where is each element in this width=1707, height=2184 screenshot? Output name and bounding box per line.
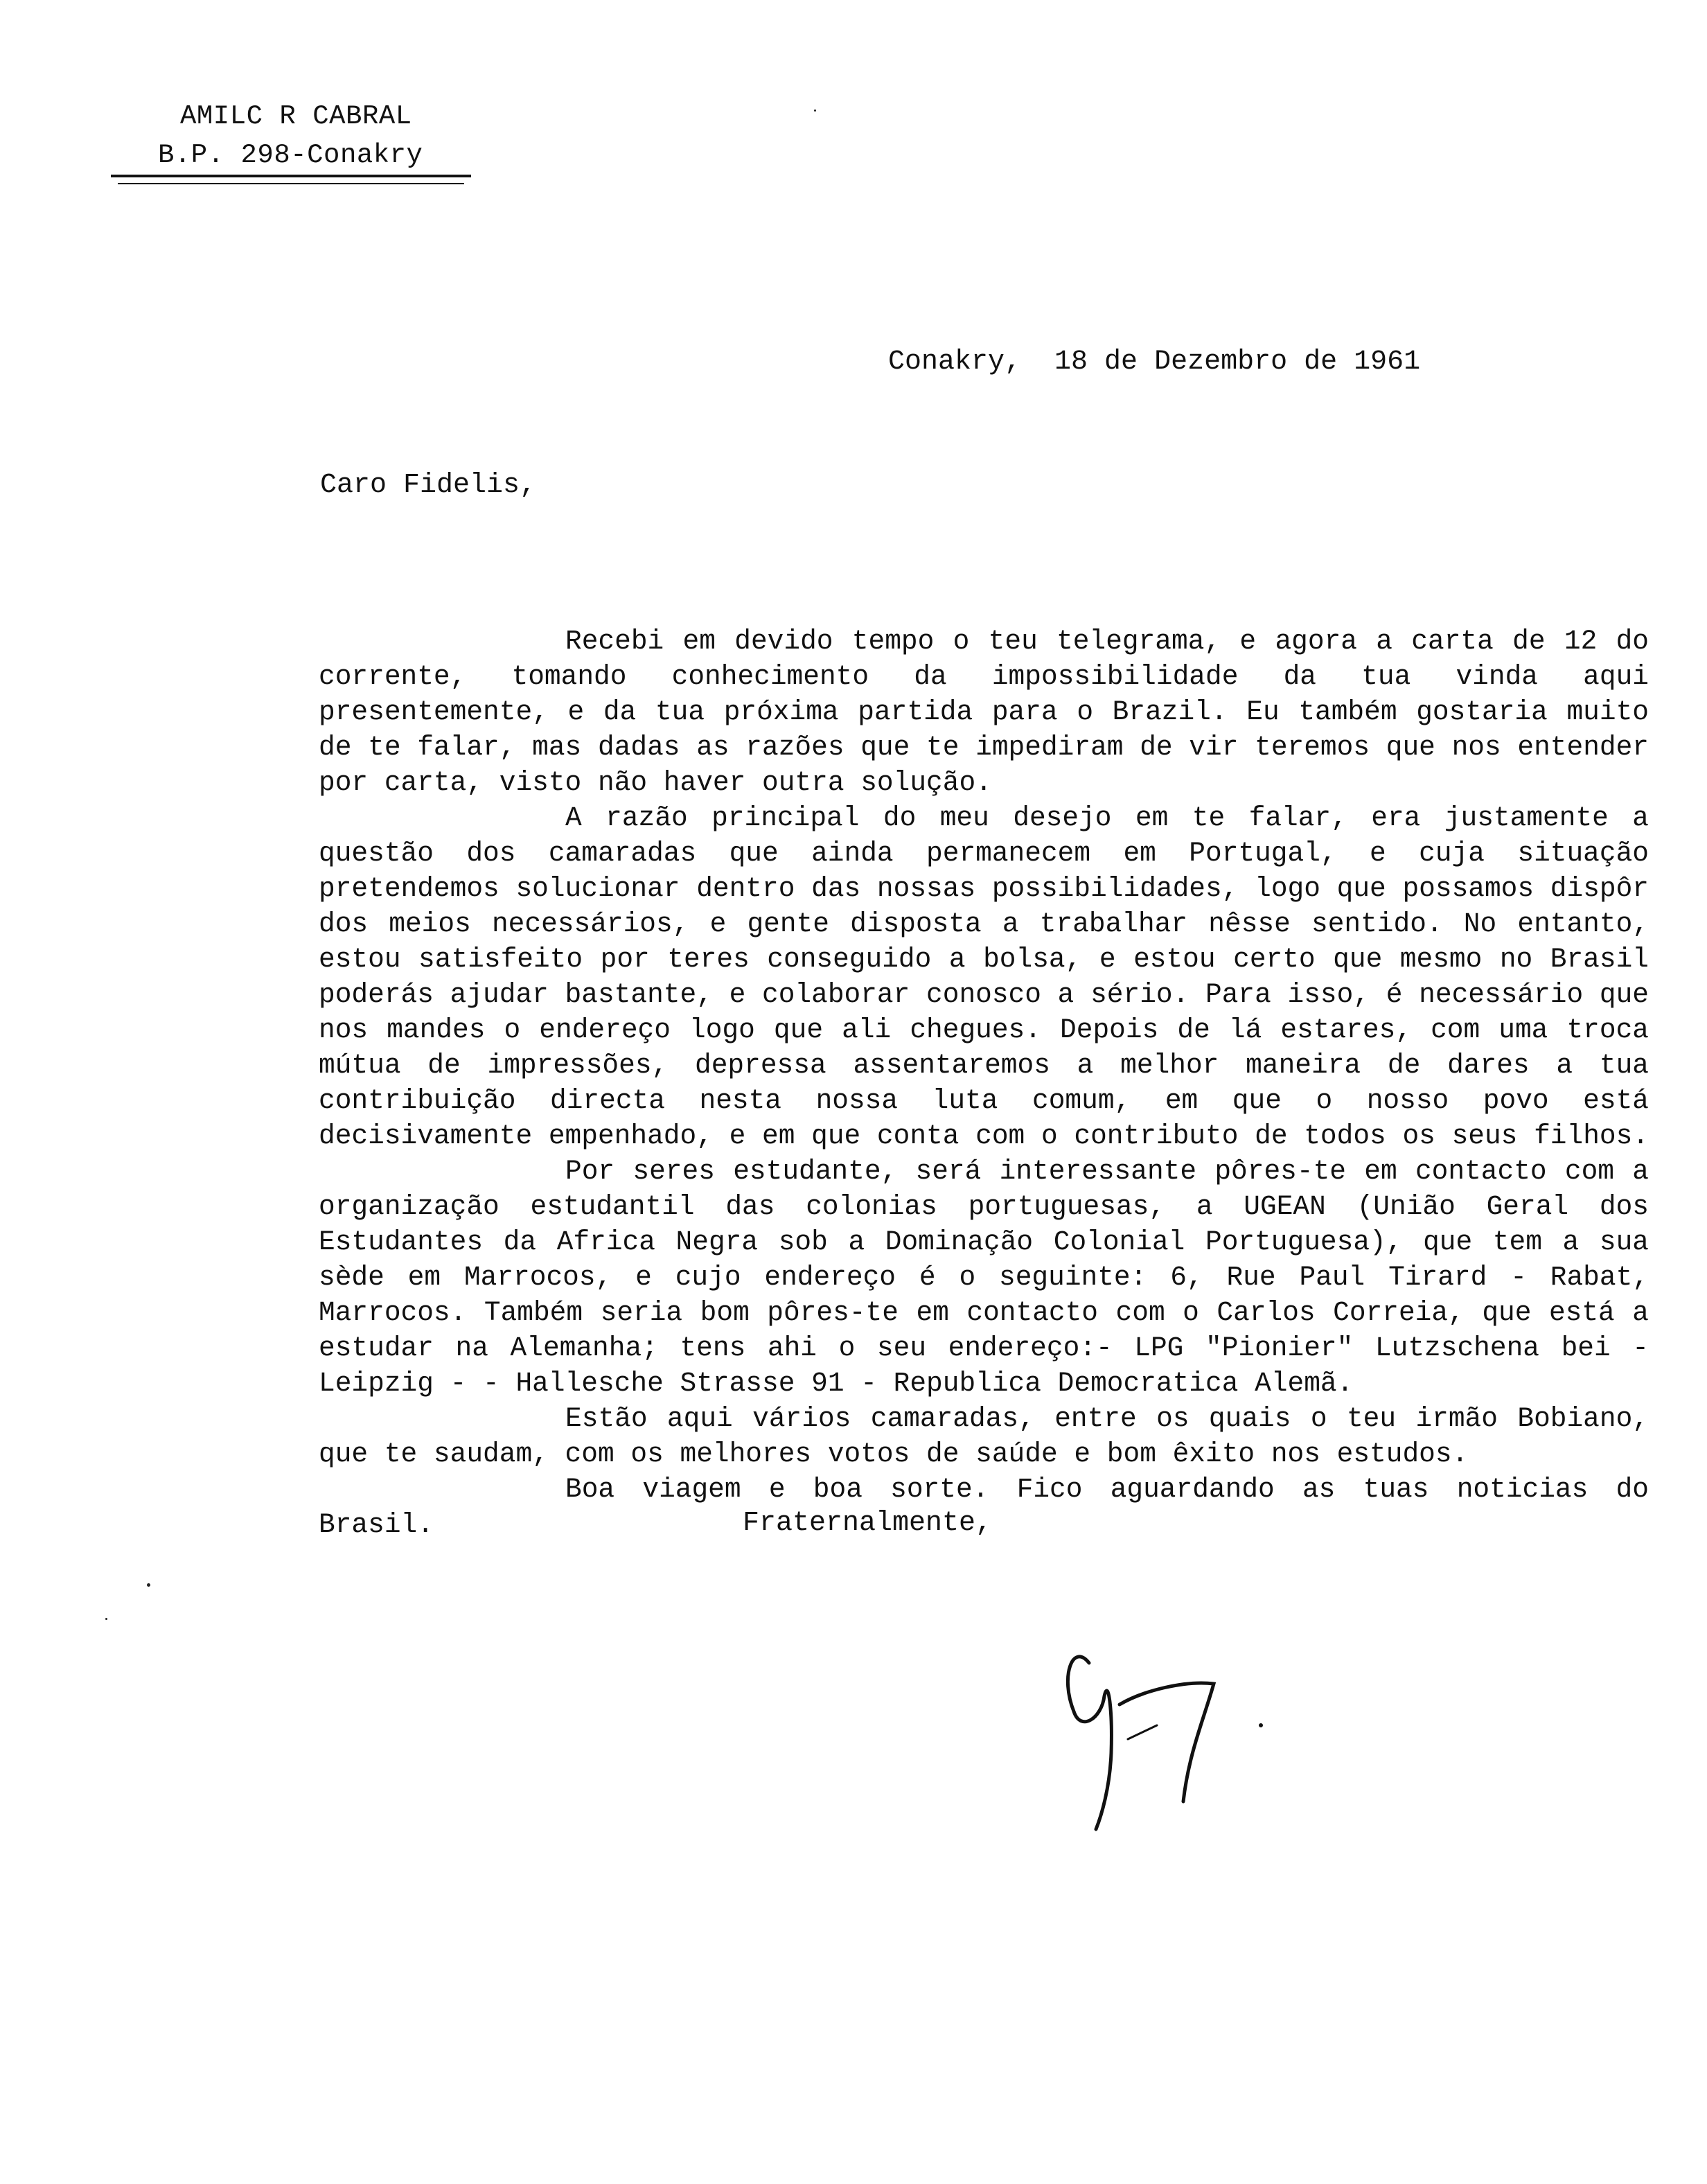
paragraph: A razão principal do meu desejo em te falar, era justamente a questão dos camaradas que ainda permanecem em Portugal, e cuja situação pretendemos solucionar dentro das nossas possibilidades, logo que possamos dispôr dos meios necessários, e gente disposta a trabalhar nêsse sentido. No entanto, estou satisfeito por teres conseguido a bolsa, e estou certo que mesmo no Brasil poderás ajudar bastante, e colaborar conosco a sério. Para isso, é necessário que nos mandes o endereço logo que ali chegues. Depois de lá estares, com uma troca mútua de impressões, depressa assentaremos a melhor maneira de dares a tua contribuição directa nesta nossa luta comum, em que o nosso povo está decisivamente empenhado, e em que conta com o contributo de todos os seus filhos. [319,802,1649,1152]
sender-name: AMILC R CABRAL [180,101,412,132]
sender-address: B.P. 298-Conakry [158,140,423,170]
paragraph: Boa viagem e boa sorte. Fico aguardando as tuas noticias do Brasil. [319,1474,1649,1540]
letterhead [158,97,423,175]
handwritten-signature [1053,1614,1289,1843]
paragraph: Estão aqui vários camaradas, entre os quais o teu irmão Bobiano, que te saudam, com os melhores votos de saúde e bom êxito nos estudos. [319,1403,1649,1470]
letterhead-underline-thin [118,183,464,184]
letterhead-underline [111,175,471,177]
paper-speck [814,109,816,112]
paragraph: Por seres estudante, será interessante pôres-te em contacto com a organização estudantil das colonias portuguesas, a UGEAN (União Geral dos Estudantes da Africa Negra sob a Dominação Colonial Portuguesa), que tem a sua sède em Marrocos, e cujo endereço é o seguinte: 6, Rue Paul Tirard - Rabat, Marrocos. Também seria bom pôres-te em contacto com o Carlos Correia, que está a estudar na Alemanha; tens ahi o seu endereço:- LPG "Pionier" Lutzschena bei - Leipzig - - Hallesche Strasse 91 - Republica Democratica Alemã. [319,1156,1649,1399]
paragraph: Recebi em devido tempo o teu telegrama, e agora a carta de 12 do corrente, tomando conhecimento da impossibilidade da tua vinda aqui presentemente, e da tua próxima partida para o Brazil. Eu também gostaria muito de te falar, mas dadas as razões que te impediram de vir teremos que nos entender por carta, visto não haver outra solução. [319,626,1649,798]
letter-body [319,624,1649,1542]
paper-speck [105,1618,107,1620]
salutation: Caro Fidelis, [320,470,537,501]
date-line: Conakry, 18 de Dezembro de 1961 [888,346,1421,378]
closing: Fraternalmente, [743,1508,993,1539]
paper-speck [147,1583,150,1587]
